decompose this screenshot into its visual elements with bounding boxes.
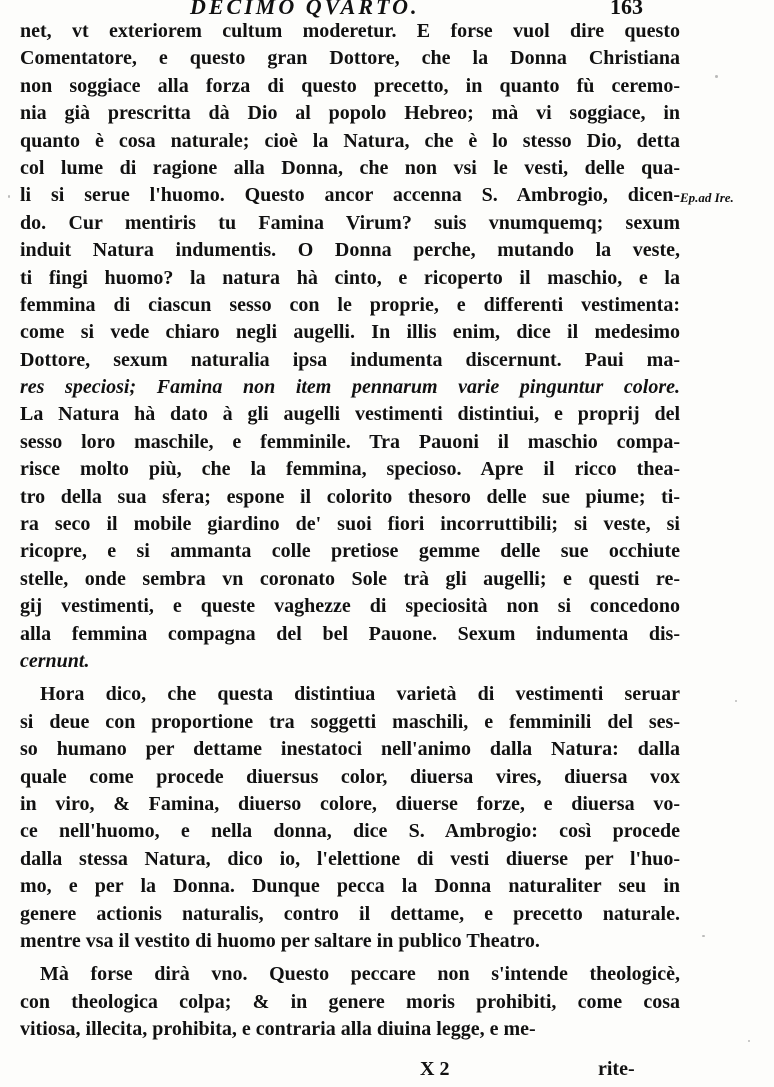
text-line: quanto è cosa naturale; cioè la Natura, che è lo stesso Dio, detta <box>20 129 680 152</box>
text-line: sesso loro maschile, e femminile. Tra Pauoni il maschio compa- <box>20 430 680 453</box>
text-line: cernunt. <box>20 649 90 672</box>
text-line: La Natura hà dato à gli augelli vestimenti distintiui, e proprij del <box>20 403 680 426</box>
catchword: rite- <box>598 1058 635 1080</box>
text-line: ra seco il mobile giardino de' suoi fiori incorruttibili; si veste, si <box>20 513 680 536</box>
text-line: so humano per dettame inestatoci nell'animo dalla Natura: dalla <box>20 738 680 761</box>
text-line: net, vt exteriorem cultum moderetur. E forse vuol dire questo <box>20 20 680 42</box>
marginal-note: Ep.ad Ire. <box>680 190 734 205</box>
page-number: 163 <box>610 0 643 19</box>
text-line: tro della sua sfera; espone il colorito thesoro delle sue piume; ti- <box>20 485 680 508</box>
text-line: do. Cur mentiris tu Famina Virum? suis vnumquemq; sexum <box>20 211 680 234</box>
text-line: res speciosi; Famina non item pennarum varie pinguntur colore. <box>20 376 680 399</box>
text-line: ce nell'huomo, e nella donna, dice S. Ambrogio: così procede <box>20 820 680 843</box>
text-line: Mà forse dirà vno. Questo peccare non s'intende theologicè, <box>40 963 680 986</box>
signature-mark: X 2 <box>420 1058 450 1080</box>
text-line: in viro, & Famina, diuerso colore, diuerse forze, e diuersa vo- <box>20 792 680 815</box>
scan-speck <box>715 75 718 78</box>
text-line: Comentatore, e questo gran Dottore, che la Donna Christiana <box>20 47 680 70</box>
text-line: alla femmina compagna del bel Pauone. Sexum indumenta dis- <box>20 622 680 645</box>
body-text <box>20 18 680 1043</box>
text-line: Dottore, sexum naturalia ipsa indumenta discernunt. Paui ma- <box>20 348 680 371</box>
text-line: induit Natura indumentis. O Donna perche, mutando la veste, <box>20 239 680 262</box>
text-line: dalla stessa Natura, dico io, l'elettione di vesti diuerse per l'huo- <box>20 847 680 870</box>
text-line: con theologica colpa; & in genere moris prohibiti, come cosa <box>20 990 680 1013</box>
scan-speck <box>702 935 705 937</box>
text-line: stelle, onde sembra vn coronato Sole trà gli augelli; e questi re- <box>20 567 680 590</box>
text-line: ricopre, e si ammanta colle pretiose gemme delle sue occhiute <box>20 540 680 563</box>
text-line: col lume di ragione alla Donna, che non vsi le vesti, delle qua- <box>20 156 680 179</box>
text-line: non soggiace alla forza di questo precetto, in quanto fù ceremo- <box>20 74 680 97</box>
text-line: risce molto più, che la femmina, specioso. Apre il ricco thea- <box>20 458 680 481</box>
text-line: ti fingi huomo? la natura hà cinto, e ricoperto il maschio, e la <box>20 266 680 289</box>
page-footer <box>0 1058 774 1087</box>
text-line: quale come procede diuersus color, diuersa vires, diuersa vox <box>20 765 680 788</box>
text-line: vitiosa, illecita, prohibita, e contraria alla diuina legge, e me- <box>20 1018 536 1041</box>
text-line: nia già prescritta dà Dio al popolo Hebreo; mà vi soggiace, in <box>20 102 680 125</box>
text-line: gij vestimenti, e queste vaghezze di speciosità non si concedono <box>20 595 680 618</box>
scan-speck <box>735 700 737 702</box>
text-line: li si serue l'huomo. Questo ancor accenna S. Ambrogio, dicen- <box>20 184 680 207</box>
text-line: genere actionis naturalis, contro il dettame, e precetto naturale. <box>20 902 680 925</box>
text-line: mo, e per la Donna. Dunque pecca la Donna naturaliter seu in <box>20 875 680 898</box>
text-line: si deue con proportione tra soggetti maschili, e femminili del ses- <box>20 710 680 733</box>
text-line: Hora dico, che questa distintiua varietà di vestimenti seruar <box>40 683 680 706</box>
text-line: come si vede chiaro negli augelli. In illis enim, dice il medesimo <box>20 321 680 344</box>
running-head: DECIMO QVARTO. <box>190 0 420 19</box>
text-line: femmina di ciascun sesso con le proprie, e differenti vestimenta: <box>20 293 680 316</box>
scan-speck <box>748 1040 750 1042</box>
text-line: mentre vsa il vestito di huomo per saltare in publico Theatro. <box>20 929 540 952</box>
scan-speck <box>8 195 10 198</box>
page-header <box>0 0 774 18</box>
